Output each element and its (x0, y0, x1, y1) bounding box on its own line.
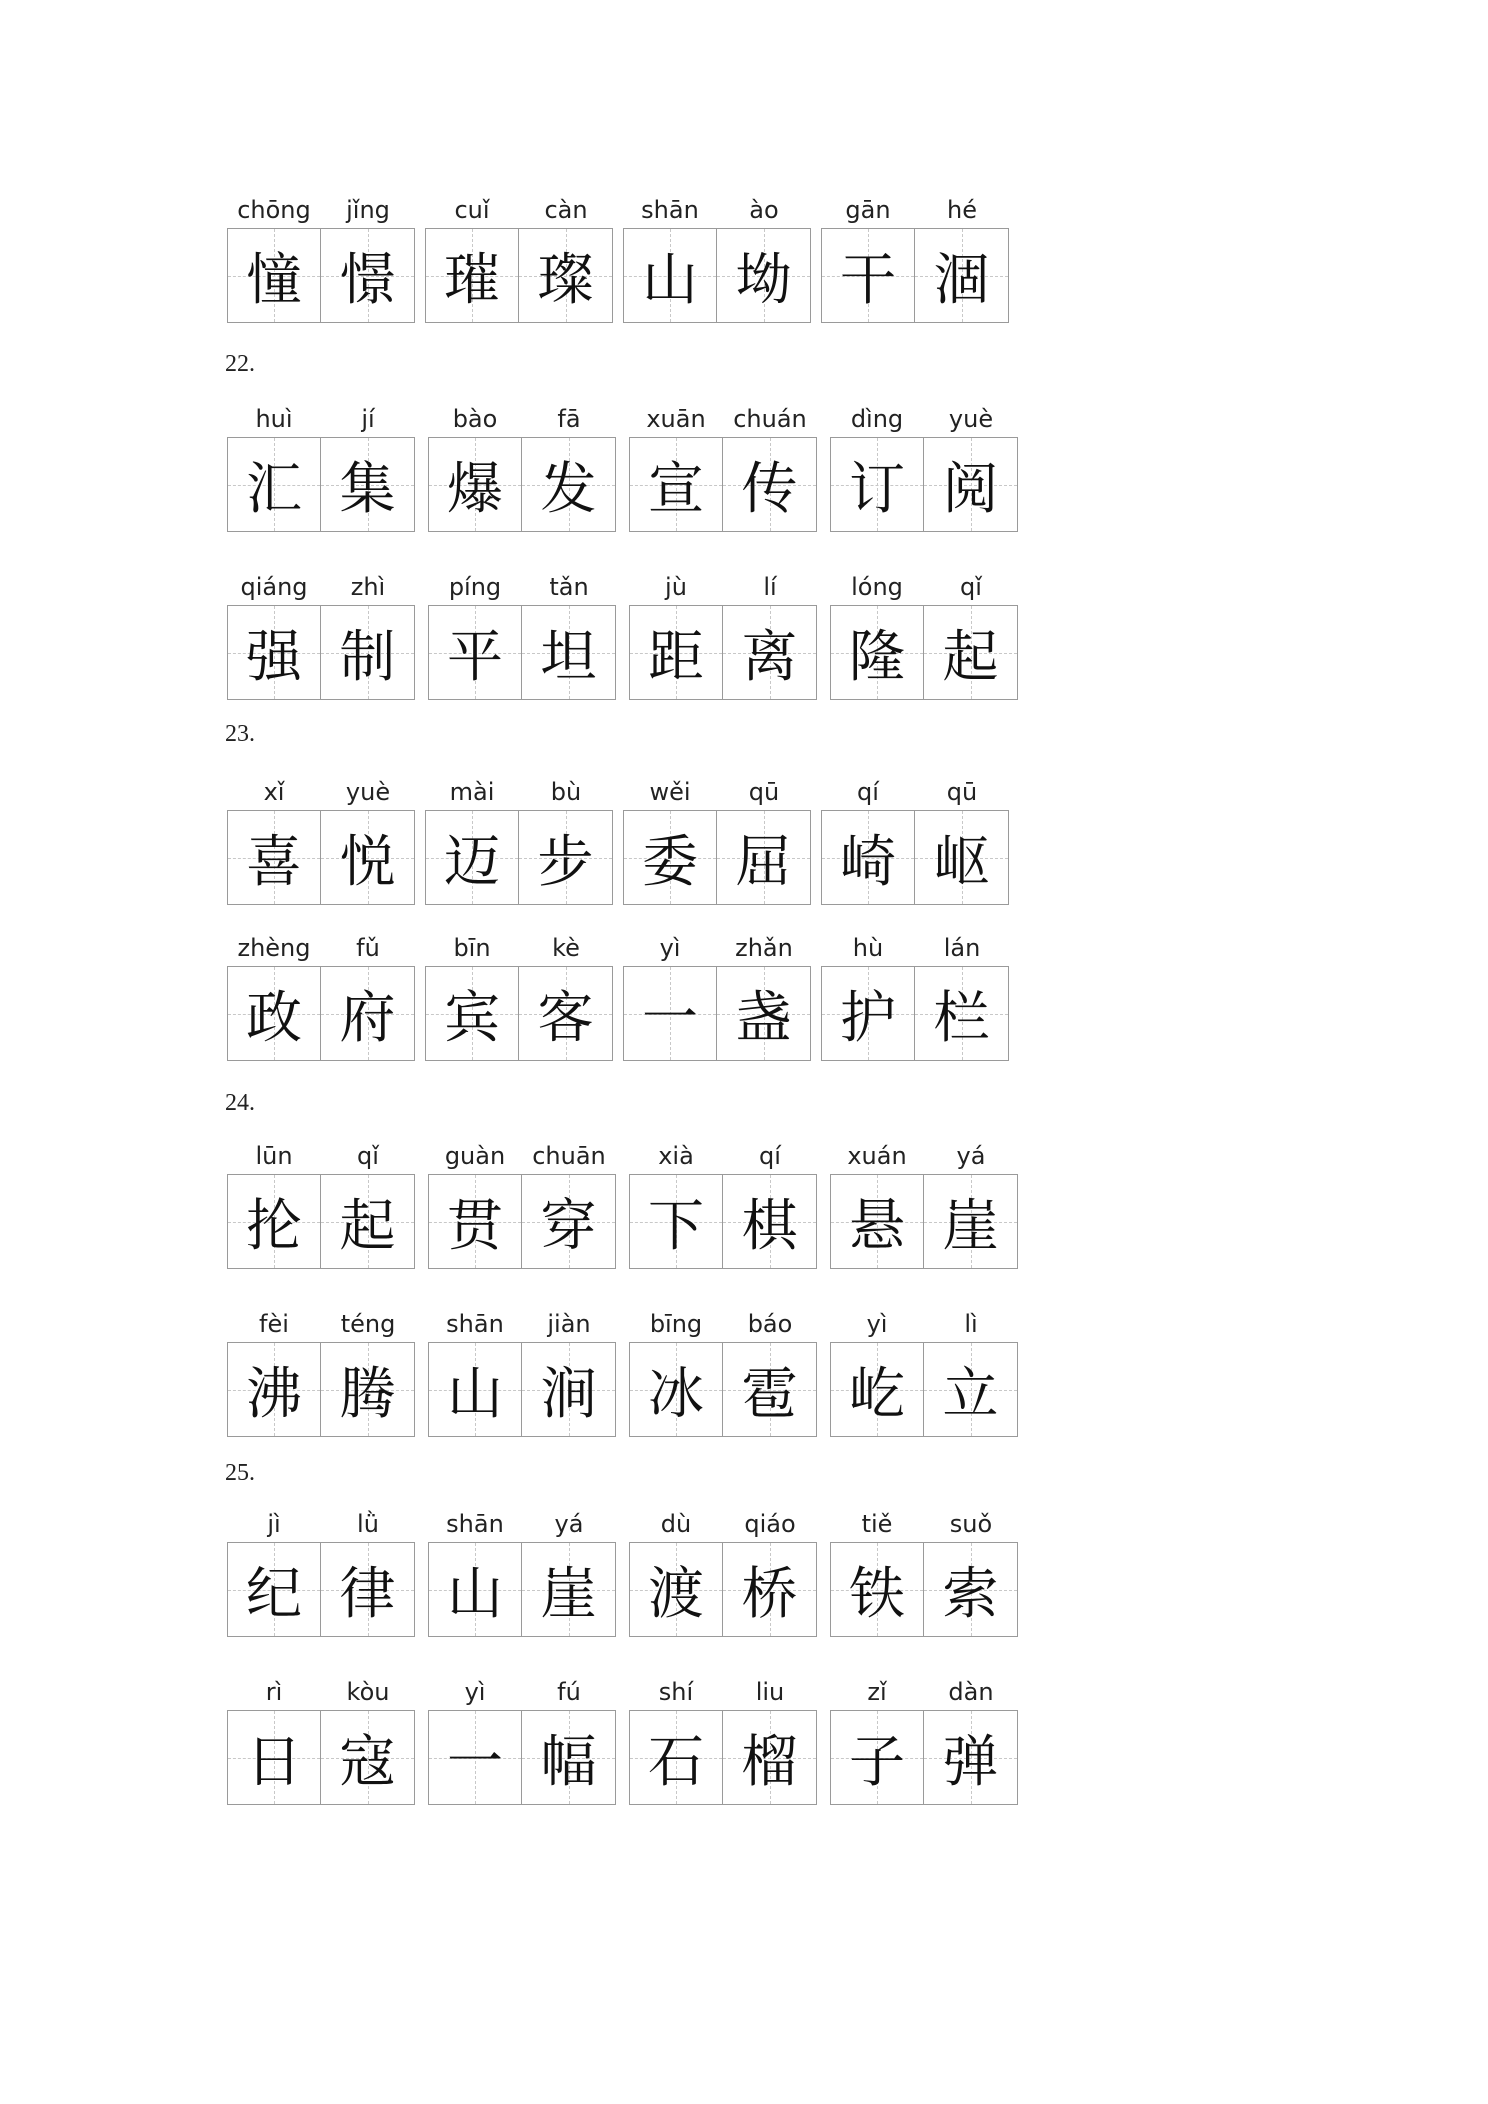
word-group (425, 934, 613, 1070)
tian-grid-cell (228, 967, 321, 1060)
pinyin-label: hù (852, 934, 884, 962)
pinyin-label: guàn (444, 1142, 506, 1170)
word-group (227, 1510, 415, 1646)
tian-grid-cell (321, 606, 414, 699)
word-group (629, 573, 817, 709)
hanzi-character: 幅 (540, 1729, 597, 1795)
hanzi-character: 宣 (648, 456, 704, 522)
tian-grid-cell (924, 606, 1017, 699)
pinyin-label: chuān (532, 1142, 606, 1170)
tian-grid-cell (924, 438, 1017, 531)
word-group (623, 196, 811, 332)
hanzi-character: 律 (339, 1561, 396, 1627)
pinyin-label: yì (464, 1678, 486, 1706)
hanzi-character: 委 (642, 829, 698, 895)
tian-grid-cell (522, 606, 615, 699)
tian-grid-box (227, 228, 415, 323)
pinyin-label: jiàn (547, 1310, 591, 1338)
word-group (425, 778, 613, 914)
tian-grid-cell (522, 1711, 615, 1804)
pinyin-label: dàn (948, 1678, 994, 1706)
hanzi-character: 悦 (339, 829, 396, 895)
hanzi-character: 山 (447, 1361, 503, 1427)
hanzi-character: 岖 (933, 829, 990, 895)
tian-grid-box (227, 1174, 415, 1269)
pinyin-label: qǐ (357, 1142, 379, 1170)
tian-grid-cell (321, 1543, 414, 1636)
pinyin-label: xuān (646, 405, 706, 433)
tian-grid-cell (522, 438, 615, 531)
word-group (227, 405, 415, 541)
tian-grid-cell (426, 811, 519, 904)
hanzi-character: 步 (537, 829, 594, 895)
tian-grid-box (830, 605, 1018, 700)
hanzi-character: 立 (942, 1361, 999, 1427)
hanzi-character: 起 (942, 624, 999, 690)
hanzi-character: 纪 (246, 1561, 302, 1627)
tian-grid-box (629, 1174, 817, 1269)
tian-grid-box (425, 966, 613, 1061)
tian-grid-cell (429, 606, 522, 699)
pinyin-label: huì (255, 405, 293, 433)
pinyin-label: lūn (255, 1142, 293, 1170)
word-group (227, 1678, 415, 1814)
tian-grid-cell (624, 967, 717, 1060)
pinyin-label: yuè (948, 405, 994, 433)
hanzi-character: 崎 (840, 829, 896, 895)
tian-grid-box (629, 1342, 817, 1437)
word-group (428, 405, 616, 541)
pinyin-label: lì (964, 1310, 978, 1338)
tian-grid-box (629, 605, 817, 700)
word-group (629, 1310, 817, 1446)
tian-grid-box (227, 1342, 415, 1437)
tian-grid-cell (321, 229, 414, 322)
tian-grid-box (830, 1174, 1018, 1269)
hanzi-character: 寇 (339, 1729, 396, 1795)
pinyin-label: tiě (861, 1510, 893, 1538)
tian-grid-box (227, 810, 415, 905)
word-group (428, 1678, 616, 1814)
tian-grid-cell (228, 1711, 321, 1804)
word-group (629, 1678, 817, 1814)
hanzi-character: 山 (447, 1561, 503, 1627)
tian-grid-box (623, 228, 811, 323)
hanzi-character: 隆 (849, 624, 905, 690)
hanzi-character: 悬 (849, 1193, 905, 1259)
hanzi-character: 石 (648, 1729, 704, 1795)
tian-grid-box (629, 1542, 817, 1637)
tian-grid-cell (624, 811, 717, 904)
tian-grid-box (227, 437, 415, 532)
tian-grid-cell (915, 811, 1008, 904)
pinyin-label: wěi (649, 778, 691, 806)
hanzi-character: 桥 (741, 1561, 798, 1627)
tian-grid-box (227, 966, 415, 1061)
pinyin-label: yuè (345, 778, 391, 806)
word-group (629, 405, 817, 541)
word-group (830, 405, 1018, 541)
tian-grid-cell (630, 1543, 723, 1636)
hanzi-character: 府 (339, 985, 396, 1051)
tian-grid-cell (723, 1343, 816, 1436)
tian-grid-box (830, 1342, 1018, 1437)
word-group (428, 1142, 616, 1278)
hanzi-character: 璀 (444, 247, 500, 313)
pinyin-label: bù (550, 778, 582, 806)
hanzi-character: 雹 (741, 1361, 798, 1427)
pinyin-label: qū (946, 778, 978, 806)
tian-grid-cell (321, 811, 414, 904)
pinyin-label: qí (857, 778, 879, 806)
hanzi-character: 涧 (540, 1361, 597, 1427)
pinyin-label: shān (446, 1310, 504, 1338)
hanzi-character: 沸 (246, 1361, 302, 1427)
word-group (623, 934, 811, 1070)
hanzi-character: 订 (849, 456, 905, 522)
tian-grid-cell (228, 438, 321, 531)
hanzi-character: 制 (339, 624, 396, 690)
hanzi-character: 集 (339, 456, 396, 522)
hanzi-character: 离 (741, 624, 798, 690)
pinyin-label: mài (449, 778, 495, 806)
tian-grid-cell (429, 1543, 522, 1636)
tian-grid-cell (321, 438, 414, 531)
word-group (428, 573, 616, 709)
hanzi-character: 子 (849, 1729, 905, 1795)
word-group (629, 1510, 817, 1646)
pinyin-label: ào (749, 196, 779, 224)
pinyin-label: píng (448, 573, 502, 601)
hanzi-character: 屹 (849, 1361, 905, 1427)
tian-grid-box (428, 1342, 616, 1437)
word-group (227, 1310, 415, 1446)
hanzi-character: 传 (741, 456, 798, 522)
tian-grid-cell (630, 606, 723, 699)
word-group (830, 1510, 1018, 1646)
tian-grid-cell (522, 1175, 615, 1268)
hanzi-character: 弹 (942, 1729, 999, 1795)
word-group (821, 196, 1009, 332)
pinyin-label: tǎn (549, 573, 589, 601)
tian-grid-cell (321, 1343, 414, 1436)
tian-grid-cell (822, 967, 915, 1060)
tian-grid-cell (723, 1543, 816, 1636)
hanzi-character: 干 (840, 247, 896, 313)
tian-grid-cell (915, 967, 1008, 1060)
tian-grid-cell (924, 1711, 1017, 1804)
pinyin-label: lí (763, 573, 777, 601)
hanzi-character: 棋 (741, 1193, 798, 1259)
tian-grid-box (821, 228, 1009, 323)
pinyin-label: téng (340, 1310, 396, 1338)
word-group (821, 778, 1009, 914)
pinyin-label: jù (665, 573, 687, 601)
tian-grid-cell (228, 606, 321, 699)
word-group (227, 934, 415, 1070)
question-number: 22. (225, 351, 255, 377)
tian-grid-cell (228, 1175, 321, 1268)
pinyin-label: dù (660, 1510, 692, 1538)
tian-grid-cell (723, 1711, 816, 1804)
pinyin-label: lǜ (357, 1510, 379, 1538)
hanzi-character: 崖 (942, 1193, 999, 1259)
tian-grid-cell (321, 1175, 414, 1268)
tian-grid-cell (624, 229, 717, 322)
pinyin-label: yì (866, 1310, 888, 1338)
hanzi-character: 迈 (444, 829, 500, 895)
hanzi-character: 距 (648, 624, 704, 690)
tian-grid-box (428, 1174, 616, 1269)
pinyin-label: shí (658, 1678, 694, 1706)
tian-grid-box (428, 605, 616, 700)
pinyin-label: suǒ (949, 1510, 993, 1538)
hanzi-character: 贯 (447, 1193, 503, 1259)
word-group (428, 1310, 616, 1446)
tian-grid-box (227, 1542, 415, 1637)
word-group (821, 934, 1009, 1070)
hanzi-character: 憬 (339, 247, 396, 313)
word-group (227, 573, 415, 709)
pinyin-label: zǐ (867, 1678, 887, 1706)
word-group (227, 778, 415, 914)
hanzi-character: 盏 (735, 985, 792, 1051)
pinyin-label: xià (658, 1142, 694, 1170)
pinyin-label: liu (755, 1678, 785, 1706)
pinyin-label: jǐng (346, 196, 390, 224)
hanzi-character: 喜 (246, 829, 302, 895)
tian-grid-cell (723, 1175, 816, 1268)
hanzi-character: 一 (447, 1729, 503, 1795)
tian-grid-box (428, 1710, 616, 1805)
pinyin-label: dìng (850, 405, 904, 433)
pinyin-label: xuán (847, 1142, 907, 1170)
pinyin-label: jì (267, 1510, 281, 1538)
tian-grid-cell (717, 967, 810, 1060)
tian-grid-cell (630, 1175, 723, 1268)
pinyin-label: zhèng (237, 934, 311, 962)
tian-grid-cell (831, 606, 924, 699)
hanzi-character: 屈 (735, 829, 792, 895)
word-group (830, 1142, 1018, 1278)
tian-grid-cell (831, 438, 924, 531)
pinyin-label: qiáo (744, 1510, 796, 1538)
word-group (227, 196, 415, 332)
tian-grid-cell (723, 606, 816, 699)
hanzi-character: 渡 (648, 1561, 704, 1627)
pinyin-label: báo (747, 1310, 793, 1338)
pinyin-label: qiáng (240, 573, 308, 601)
hanzi-character: 山 (642, 247, 698, 313)
hanzi-character: 下 (648, 1193, 704, 1259)
pinyin-label: bīn (453, 934, 491, 962)
question-number: 24. (225, 1090, 255, 1116)
tian-grid-cell (228, 1343, 321, 1436)
hanzi-character: 爆 (447, 456, 503, 522)
hanzi-character: 汇 (246, 456, 302, 522)
hanzi-character: 强 (246, 624, 302, 690)
pinyin-label: qí (759, 1142, 781, 1170)
hanzi-character: 腾 (339, 1361, 396, 1427)
tian-grid-cell (630, 1343, 723, 1436)
hanzi-character: 榴 (741, 1729, 798, 1795)
tian-grid-cell (519, 229, 612, 322)
tian-grid-box (830, 437, 1018, 532)
hanzi-character: 发 (540, 456, 597, 522)
hanzi-character: 穿 (540, 1193, 597, 1259)
pinyin-label: càn (544, 196, 588, 224)
tian-grid-cell (831, 1543, 924, 1636)
hanzi-character: 宾 (444, 985, 500, 1051)
tian-grid-cell (822, 811, 915, 904)
word-group (629, 1142, 817, 1278)
pinyin-label: yá (956, 1142, 986, 1170)
pinyin-label: chōng (237, 196, 311, 224)
word-group (830, 573, 1018, 709)
hanzi-character: 阅 (942, 456, 999, 522)
tian-grid-cell (519, 967, 612, 1060)
tian-grid-box (830, 1710, 1018, 1805)
tian-grid-cell (915, 229, 1008, 322)
pinyin-label: shān (641, 196, 699, 224)
pinyin-label: yá (554, 1510, 584, 1538)
tian-grid-box (428, 437, 616, 532)
hanzi-character: 日 (246, 1729, 302, 1795)
tian-grid-cell (831, 1343, 924, 1436)
tian-grid-cell (321, 1711, 414, 1804)
tian-grid-cell (924, 1175, 1017, 1268)
hanzi-character: 栏 (933, 985, 990, 1051)
word-group (623, 778, 811, 914)
pinyin-label: fǔ (356, 934, 380, 962)
tian-grid-cell (831, 1711, 924, 1804)
pinyin-label: lóng (851, 573, 903, 601)
pinyin-label: lán (943, 934, 981, 962)
tian-grid-box (629, 1710, 817, 1805)
hanzi-character: 起 (339, 1193, 396, 1259)
word-group (830, 1678, 1018, 1814)
pinyin-label: kè (552, 934, 580, 962)
tian-grid-cell (522, 1343, 615, 1436)
tian-grid-box (821, 966, 1009, 1061)
tian-grid-box (428, 1542, 616, 1637)
tian-grid-cell (924, 1543, 1017, 1636)
pinyin-label: gān (845, 196, 891, 224)
hanzi-character: 一 (642, 985, 698, 1051)
hanzi-character: 抡 (246, 1193, 302, 1259)
tian-grid-cell (429, 1343, 522, 1436)
hanzi-character: 客 (537, 985, 594, 1051)
hanzi-character: 冰 (648, 1361, 704, 1427)
tian-grid-cell (723, 438, 816, 531)
pinyin-label: shān (446, 1510, 504, 1538)
hanzi-character: 憧 (246, 247, 302, 313)
hanzi-character: 护 (840, 985, 896, 1051)
hanzi-character: 平 (447, 624, 503, 690)
tian-grid-cell (321, 967, 414, 1060)
pinyin-label: xǐ (263, 778, 285, 806)
hanzi-character: 坳 (735, 247, 792, 313)
hanzi-character: 铁 (849, 1561, 905, 1627)
tian-grid-cell (717, 229, 810, 322)
tian-grid-cell (429, 438, 522, 531)
word-group (227, 1142, 415, 1278)
tian-grid-box (227, 605, 415, 700)
tian-grid-box (623, 966, 811, 1061)
word-group (830, 1310, 1018, 1446)
pinyin-label: yì (659, 934, 681, 962)
tian-grid-cell (426, 229, 519, 322)
tian-grid-cell (924, 1343, 1017, 1436)
pinyin-label: bào (452, 405, 498, 433)
tian-grid-box (425, 810, 613, 905)
pinyin-label: jí (361, 405, 375, 433)
pinyin-label: fèi (259, 1310, 289, 1338)
tian-grid-cell (522, 1543, 615, 1636)
hanzi-character: 璨 (537, 247, 594, 313)
tian-grid-box (821, 810, 1009, 905)
tian-grid-box (623, 810, 811, 905)
tian-grid-box (425, 228, 613, 323)
pinyin-label: fā (557, 405, 581, 433)
question-number: 25. (225, 1460, 255, 1486)
question-number: 23. (225, 721, 255, 747)
pinyin-label: cuǐ (454, 196, 490, 224)
tian-grid-box (629, 437, 817, 532)
pinyin-label: qǐ (960, 573, 982, 601)
tian-grid-cell (228, 229, 321, 322)
pinyin-label: hé (947, 196, 977, 224)
tian-grid-box (227, 1710, 415, 1805)
word-group (425, 196, 613, 332)
tian-grid-cell (426, 967, 519, 1060)
pinyin-label: kòu (346, 1678, 390, 1706)
tian-grid-cell (831, 1175, 924, 1268)
tian-grid-cell (228, 1543, 321, 1636)
tian-grid-cell (519, 811, 612, 904)
hanzi-character: 政 (246, 985, 302, 1051)
hanzi-character: 索 (942, 1561, 999, 1627)
tian-grid-cell (822, 229, 915, 322)
tian-grid-cell (429, 1711, 522, 1804)
tian-grid-cell (630, 438, 723, 531)
pinyin-label: fú (557, 1678, 581, 1706)
hanzi-character: 涸 (933, 247, 990, 313)
tian-grid-cell (228, 811, 321, 904)
word-group (428, 1510, 616, 1646)
pinyin-label: chuán (733, 405, 807, 433)
pinyin-label: zhì (350, 573, 386, 601)
hanzi-character: 坦 (540, 624, 597, 690)
tian-grid-box (830, 1542, 1018, 1637)
pinyin-label: bīng (649, 1310, 703, 1338)
tian-grid-cell (630, 1711, 723, 1804)
tian-grid-cell (717, 811, 810, 904)
pinyin-label: rì (265, 1678, 283, 1706)
hanzi-character: 崖 (540, 1561, 597, 1627)
tian-grid-cell (429, 1175, 522, 1268)
pinyin-label: qū (748, 778, 780, 806)
pinyin-label: zhǎn (735, 934, 793, 962)
